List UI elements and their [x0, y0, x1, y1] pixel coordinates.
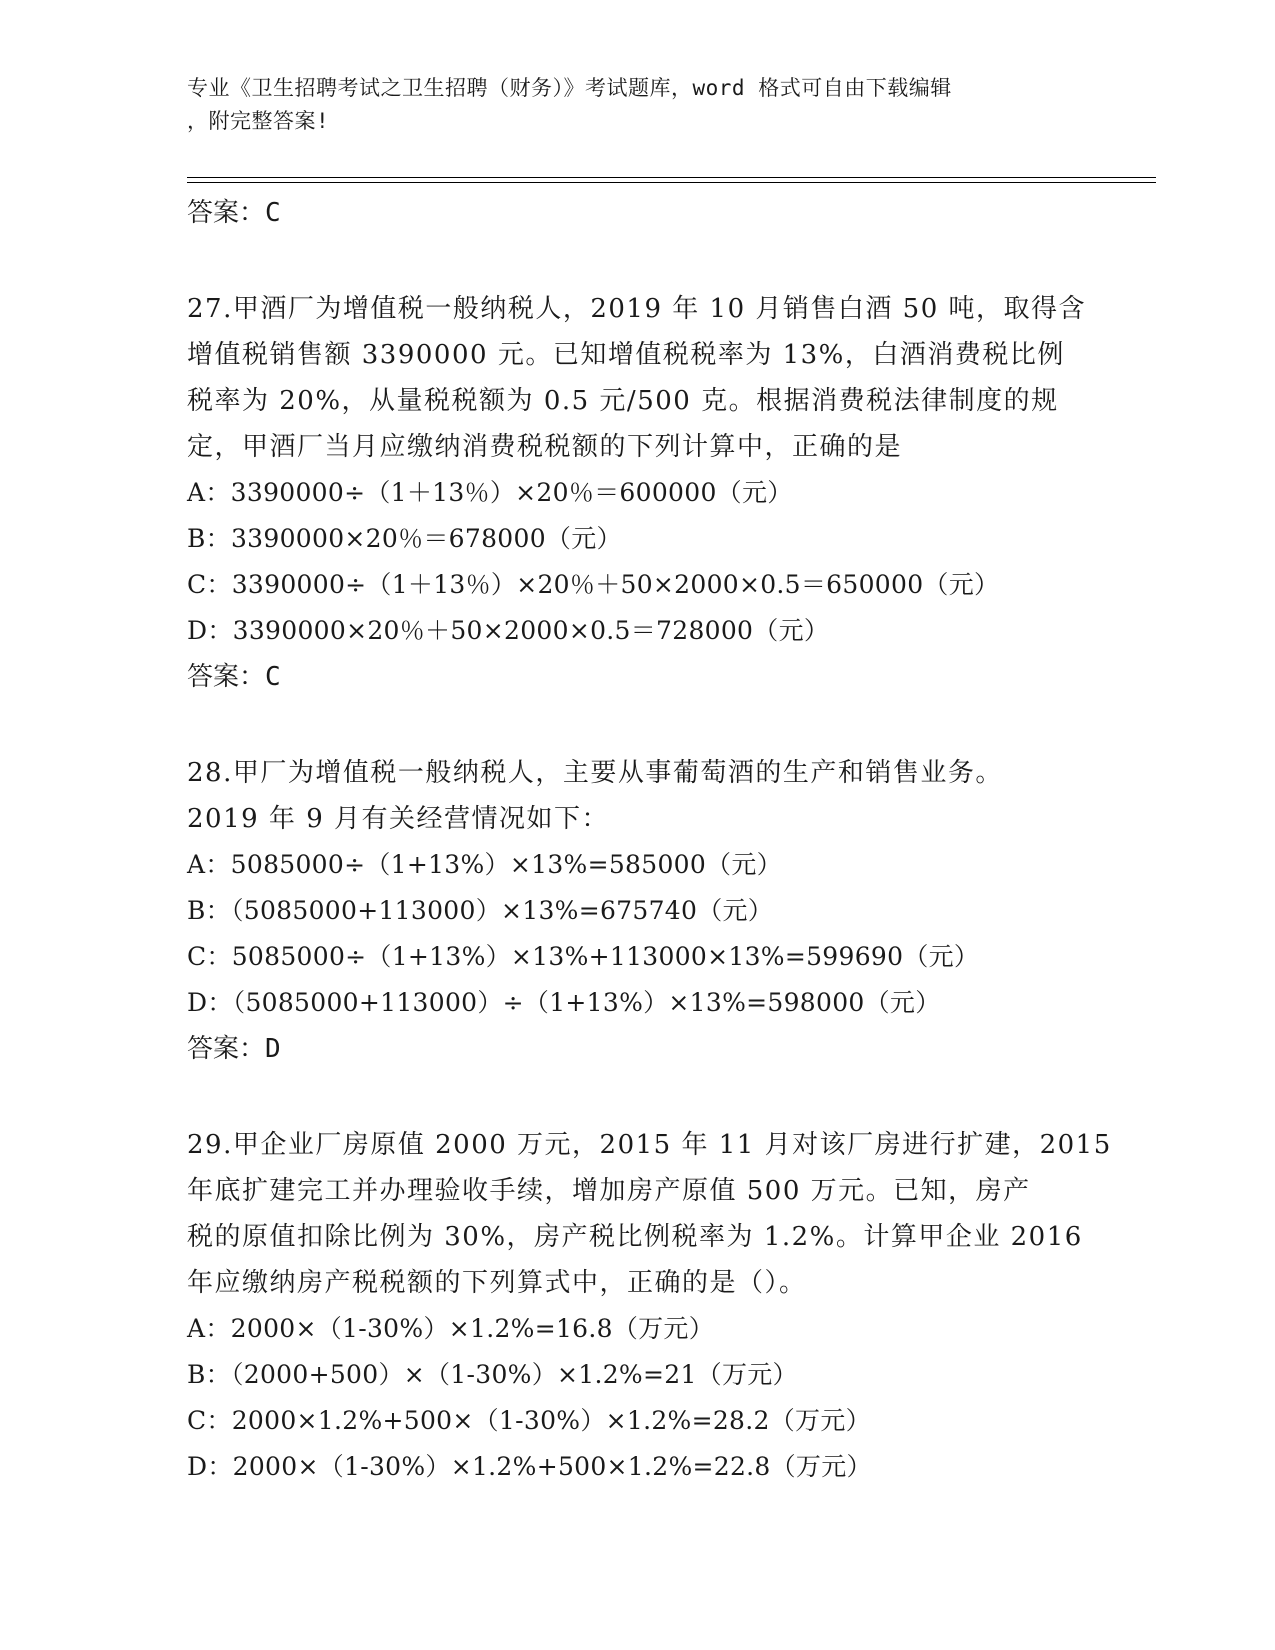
- option-b: B：（2000+500）×（1-30%）×1.2%=21（万元）: [187, 1360, 798, 1389]
- option-d: D：3390000×20％＋50×2000×0.5＝728000（元）: [187, 616, 830, 645]
- question-text-line: 增值税销售额 3390000 元。已知增值税税率为 13%，白酒消费税比例: [187, 340, 1065, 370]
- option-d: D：（5085000+113000）÷（1+13%）×13%=598000（元）: [187, 988, 941, 1017]
- question-text-line: 2019 年 9 月有关经营情况如下：: [187, 804, 610, 834]
- question-text-line: 定，甲酒厂当月应缴纳消费税税额的下列计算中，正确的是: [187, 432, 903, 462]
- question-27: [187, 286, 1087, 700]
- option-a: A：2000×（1-30%）×1.2%=16.8（万元）: [187, 1314, 715, 1343]
- header-divider-bottom: [187, 182, 1156, 183]
- header-divider-top: [187, 177, 1156, 178]
- question-text-line: 年底扩建完工并办理验收手续，增加房产原值 500 万元。已知，房产: [187, 1176, 1031, 1206]
- question-text-line: 29.甲企业厂房原值 2000 万元，2015 年 11 月对该厂房进行扩建，2015: [187, 1130, 1112, 1160]
- header-title-line-1: 专业《卫生招聘考试之卫生招聘（财务）》考试题库，word 格式可自由下载编辑: [187, 76, 952, 100]
- option-c: C：2000×1.2%+500×（1-30%）×1.2%=28.2（万元）: [187, 1406, 871, 1435]
- answer-label: 答案：D: [187, 1034, 281, 1064]
- option-b: B：（5085000+113000）×13%=675740（元）: [187, 896, 774, 925]
- question-list: [187, 190, 1112, 1490]
- question-28: [187, 750, 1087, 1072]
- option-c: C：3390000÷（1＋13％）×20％＋50×2000×0.5＝650000（元）: [187, 570, 1000, 599]
- page-header: [187, 72, 1067, 138]
- answer-label: 答案：C: [187, 662, 281, 692]
- option-d: D：2000×（1-30%）×1.2%+500×1.2%=22.8（万元）: [187, 1452, 872, 1481]
- option-a: A：3390000÷（1＋13％）×20％＝600000（元）: [187, 478, 793, 507]
- question-text-line: 28.甲厂为增值税一般纳税人，主要从事葡萄酒的生产和销售业务。: [187, 758, 1003, 788]
- answer-label: 答案：C: [187, 198, 281, 228]
- question-29: [187, 1122, 1112, 1490]
- option-b: B：3390000×20％＝678000（元）: [187, 524, 622, 553]
- option-c: C：5085000÷（1+13%）×13%+113000×13%=599690（元）: [187, 942, 980, 971]
- question-text-line: 税率为 20%，从量税税额为 0.5 元/500 克。根据消费税法律制度的规: [187, 386, 1059, 416]
- option-a: A：5085000÷（1+13%）×13%=585000（元）: [187, 850, 782, 879]
- question-text-line: 年应缴纳房产税税额的下列算式中，正确的是（）。: [187, 1268, 807, 1298]
- question-text-line: 27.甲酒厂为增值税一般纳税人，2019 年 10 月销售白酒 50 吨，取得含: [187, 294, 1087, 324]
- question-text-line: 税的原值扣除比例为 30%，房产税比例税率为 1.2%。计算甲企业 2016: [187, 1222, 1083, 1252]
- header-title-line-2: ，附完整答案!: [187, 109, 330, 133]
